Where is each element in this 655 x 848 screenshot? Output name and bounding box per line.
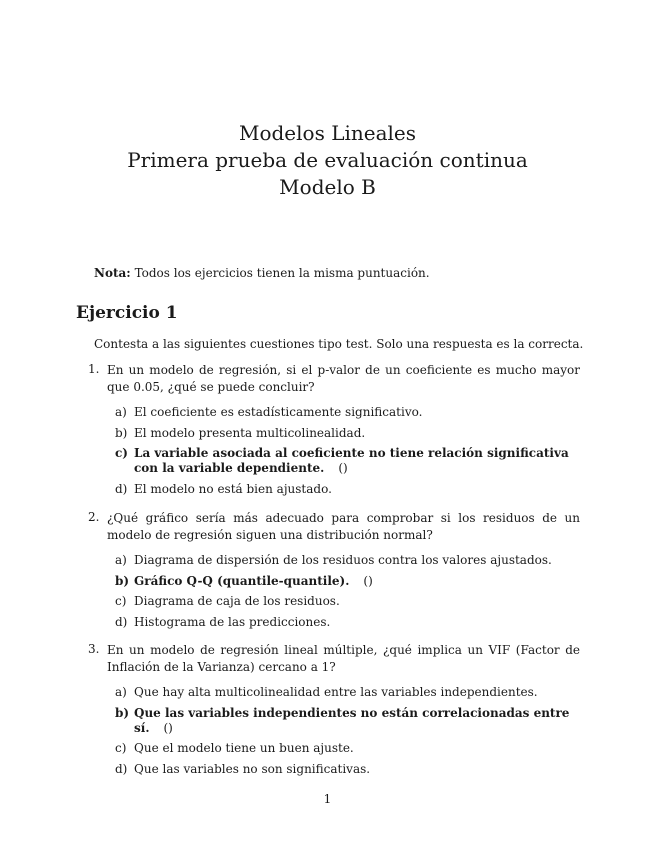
option-label: b): [115, 425, 128, 440]
option-text: Que hay alta multicolinealidad entre las variables independientes.: [134, 685, 538, 699]
question-text: En un modelo de regresión lineal múltiple, ¿qué implica un VIF (Factor de Inflación de la Varianza) cercano a 1?: [107, 643, 580, 674]
question-number: 1.: [88, 362, 100, 376]
test-title: Primera prueba de evaluación continua: [127, 148, 528, 172]
option-c: [115, 741, 580, 756]
option-label: b): [115, 705, 130, 720]
page-number: 1: [323, 792, 332, 806]
option-label: a): [115, 553, 127, 567]
question-2: [88, 510, 580, 635]
option-a: [115, 405, 580, 420]
option-d: [115, 615, 580, 630]
option-label: d): [115, 614, 128, 629]
option-label: a): [115, 405, 127, 419]
note: [94, 265, 430, 281]
note-text: Todos los ejercicios tienen la misma puntuación.: [134, 266, 430, 280]
question-3: [88, 642, 580, 782]
model-title: Modelo B: [279, 175, 376, 199]
option-label: a): [115, 685, 127, 699]
option-text: El modelo presenta multicolinealidad.: [134, 425, 366, 440]
question-text: En un modelo de regresión, si el p-valor de un coeficiente es mucho mayor que 0.05, ¿qué se puede concluir?: [107, 363, 580, 394]
option-d: [115, 482, 580, 497]
exercise-title: Ejercicio 1: [76, 303, 178, 323]
title-block: [0, 120, 655, 201]
options-list: [115, 553, 580, 630]
option-c-correct: [115, 446, 580, 476]
option-a: [115, 685, 580, 700]
option-label: c): [115, 446, 128, 460]
question-1: [88, 362, 580, 502]
options-list: [115, 405, 580, 497]
note-label: Nota:: [94, 266, 131, 280]
option-text: Histograma de las predicciones.: [134, 614, 331, 629]
correct-answer-mark: (): [363, 573, 373, 588]
option-text: Diagrama de caja de los residuos.: [134, 594, 340, 608]
correct-answer-mark: (): [338, 461, 348, 475]
option-text: El modelo no está bien ajustado.: [134, 481, 332, 496]
question-text: ¿Qué gráfico sería más adecuado para comprobar si los residuos de un modelo de regresión siguen una distribución normal?: [107, 511, 580, 542]
exercise-intro: Contesta a las siguientes cuestiones tipo test. Solo una respuesta es la correcta.: [94, 337, 584, 351]
option-b-correct: [115, 706, 580, 736]
option-text: Que las variables no son significativas.: [134, 761, 371, 776]
option-b: [115, 426, 580, 441]
correct-answer-mark: (): [163, 720, 173, 735]
option-d: [115, 762, 580, 777]
option-text: Diagrama de dispersión de los residuos contra los valores ajustados.: [134, 553, 552, 567]
option-label: d): [115, 761, 128, 776]
course-title: Modelos Lineales: [238, 121, 417, 145]
option-a: [115, 553, 580, 568]
option-c: [115, 594, 580, 609]
option-text: La variable asociada al coeficiente no tiene relación significativa con la variable dependiente.: [134, 446, 569, 475]
option-label: b): [115, 573, 130, 588]
option-label: c): [115, 594, 127, 608]
question-number: 2.: [88, 510, 100, 524]
option-label: d): [115, 481, 128, 496]
question-number: 3.: [88, 642, 100, 656]
options-list: [115, 685, 580, 777]
option-text: Que las variables independientes no están correlacionadas entre sí.: [134, 705, 570, 735]
option-label: c): [115, 741, 127, 755]
option-text: Gráfico Q-Q (quantile-quantile).: [134, 573, 350, 588]
option-b-correct: [115, 574, 580, 589]
option-text: Que el modelo tiene un buen ajuste.: [134, 741, 354, 755]
option-text: El coeficiente es estadísticamente significativo.: [134, 405, 423, 419]
